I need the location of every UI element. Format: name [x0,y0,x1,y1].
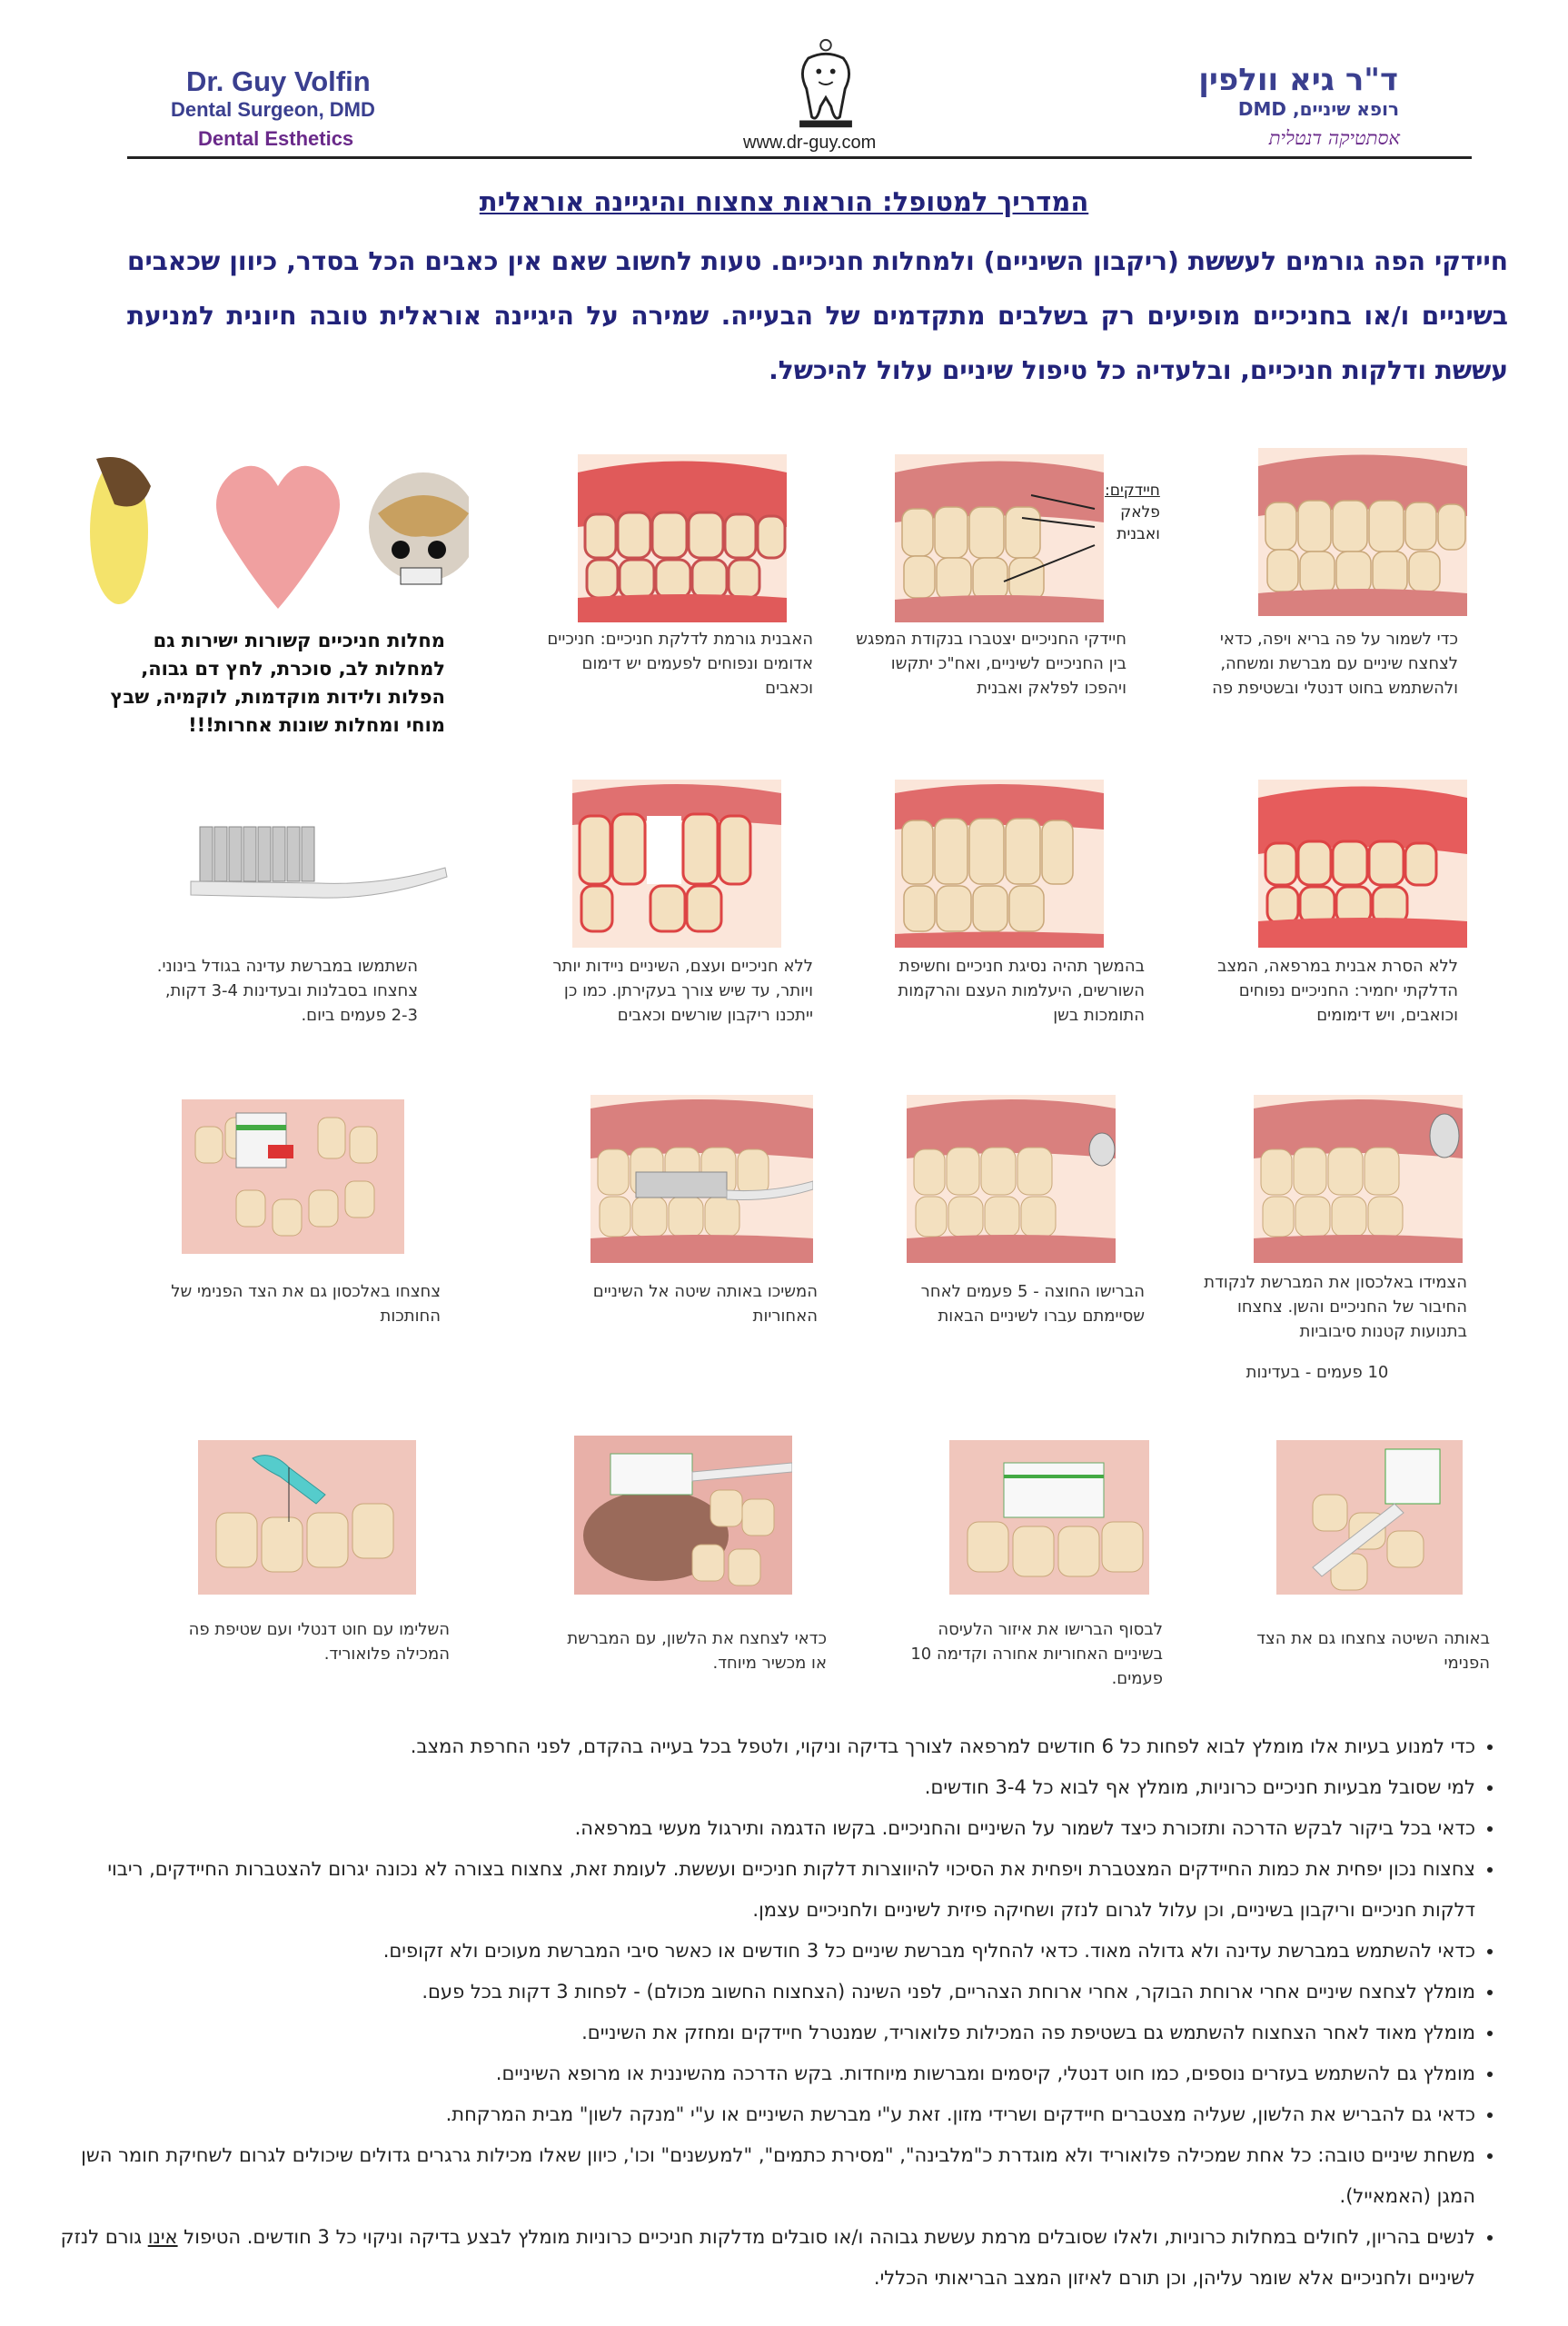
list-item [53,2217,1475,2299]
list-item: • מומלץ לצחצח שיניים אחרי ארוחת הבוקר, אחרי ארוחת הצהריים, לפני השינה (הצחצוח החשוב מכולם) - לפחות 3 דקות בכל פעם. [53,1972,1475,2013]
caption-r1-1: כדי לשמור על פה בריא ויפה, כדאי לצחצח שיניים עם מברשת ומשחה, ולהשתמש בחוט דנטלי ובשטיפת פה [1212,630,1458,698]
label-plaque: פלאק [1120,503,1160,522]
last-item-tail: גורם לנזק לשיניים ולחניכיים אלא שומר עליהן, וכן תורם לאיזון המצב הבריאותי הכללי. [60,2226,1475,2289]
last-item-underlined: אינו [147,2226,178,2248]
caption-r3-1-extra: 10 פעמים - בעדינות [1245,1363,1389,1382]
illustration-plaque [895,454,1104,622]
list-item: • כדאי להשתמש במברשת עדינה ולא גדולה מאוד. כדאי להחליף מברשת שיניים כל 3 חודשים או כאשר סיבי המברשת מעוכים ולא זקופים. [53,1931,1475,1972]
list-item: • כדאי גם להבריש את הלשון, שעליה מצטברים חיידקים ושרידי מזון. זאת ע"י מברשת השיניים או ע"י "מנקה לשון" מבית המרקחת. [53,2094,1475,2135]
illustration-toothbrush [182,800,454,909]
illustration-brush-sweep [907,1095,1116,1263]
illustration-brush-inner-side [1276,1440,1463,1595]
doctor-name-en: Dr. Guy Volfin [186,65,371,97]
caption-r2-4: השתמשו במברשת עדינה בגודל בינוני. צחצחו בסבלנות ובעדינות 3-4 דקות, 2-3 פעמים ביום. [156,957,418,1025]
header-divider [127,156,1472,159]
caption-r2-3: ללא חניכיים ועצם, השיניים ניידות יותר ויותר, עד שיש צורך בעקירתן. כמו כן ייתכנו ריקבון שורשים וכאבים [552,957,813,1025]
list-item: • צחצוח נכון יפחית את כמות החיידקים המצטברת ויפחית את הסיכוי להיווצרות דלקות חניכיים ועששת. לעומת זאת, צחצוח בצורה לא נכונה יגרום להצטברות החיידקים, ריבוי דלקות חניכיים וריקבון בשיניים, וכן עלול לגרום לנזק ושחיקה פיזית לשיניים ולחניכיים עצמן. [53,1849,1475,1931]
illustration-brush-angle [1254,1095,1463,1263]
caption-r1-2: חיידקי החניכיים יצטברו בנקודת המפגש בין החניכיים לשיניים, ואח"כ יתקשו ויהפכו לפלאק ואבנית [856,630,1126,698]
caption-r4-2: לבסוף הברישו את איזור הלעיסה בשיניים האחוריות אחורה וקדימה 10 פעמים. [910,1620,1163,1688]
caption-r2-2: בהמשך תהיה נסיגת חניכיים וחשיפת השורשים, היעלמות העצם והרקמות התומכות בשן [898,957,1145,1025]
label-calculus: ואבנית [1116,525,1160,543]
caption-r4-4: השלימו עם חוט דנטלי ועם שטיפת פה המכילה פלואוריד. [188,1620,450,1664]
doctor-title-he: רופא שיניים, DMD [1237,98,1399,120]
caption-r1-3: האבנית גורמת לדלקת חניכיים: חניכיים אדומים ונפוחים לפעמים יש דימום וכאבים [547,630,813,698]
illustration-brush-inner-incisors [182,1099,404,1254]
intro-paragraph: חיידקי הפה גורמים לעששת (ריקבון השיניים) ולמחלות חניכיים. טעות לחשוב שאם אין כאבים הכל בסדר, כיוון שכאבים בשיניים ו/או בחניכיים מופיעים רק בשלבים מתקדמים של הבעייה. שמירה על היגיינה אוראלית טובה חיונית למניעת עששת ודלקות חניכיים, ובלעדיה כל טיפול שיניים עלול להיכשל. [127,246,1508,385]
caption-r4-3: כדאי לצחצח את הלשון, עם המברשת או מכשיר מיוחד. [567,1629,827,1673]
tooth-logo-icon [781,36,870,133]
illustration-inflammation [1258,780,1467,948]
list-item: • מומלץ גם להשתמש בעזרים נוספים, כמו חוט דנטלי, קיסמים ומברשות מיוחדות. בקש הדרכה מהשיננית או מרופא השיניים. [53,2053,1475,2094]
page-title: המדריך למטופל: הוראות צחצוח והיגיינה אוראלית [479,186,1089,217]
caption-r4-1: באותה השיטה צחצחו גם את הצד הפנימי [1256,1629,1490,1673]
last-item-head: לנשים בהריון, לחולים במחלות כרוניות, ולאלו שסובלים מרמת עששת גבוהה ו/או סובלים מדלקות חניכיים כרוניות מומלץ לבצע בדיקה וניקוי כל 3 חודשים. הטיפול [184,2226,1475,2248]
doctor-title-en: Dental Surgeon, DMD [171,98,375,121]
illustration-tongue-cleaning [574,1436,792,1595]
illustration-dental-floss [198,1440,416,1595]
caption-r1-4: מחלות חניכיים קשורות ישירות גם למחלות לב, סוכרת, לחץ דם גבוה, הפלות ולידות מוקדמות, לוקמיה, שבץ מוחי ומחלות שונות אחרות!!! [110,630,445,736]
illustration-brush-back-teeth [590,1095,813,1263]
label-bacteria: חיידקים: [1105,482,1160,500]
esthetics-he: אסתטיקה דנטלית [1268,127,1400,149]
doctor-name-he: ד"ר גיא וולפין [1198,62,1398,98]
list-item: • משחת שיניים טובה: כל אחת שמכילה פלואוריד ולא מוגדרת כ"מלבינה", "מסירת כתמים", "למעשנים" וכו', כיוון שאלו מכילות גרגרים גדולים שיכולים לגרום לשחיקת חומר השן המגן (האמאייל). [53,2135,1475,2217]
esthetics-en: Dental Esthetics [198,127,354,150]
illustration-systemic-diseases [87,450,469,613]
caption-r2-1: ללא הסרת אבנית במרפאה, המצב הדלקתי יחמיר: החניכיים נפוחים וכואבים, ויש דימומים [1217,957,1458,1025]
illustration-tooth-loss [572,780,781,948]
list-item: • כדי למנוע בעיות אלו מומלץ לבוא לפחות כל 6 חודשים למרפאה לצורך בדיקה וניקוי, ולטפל בכל בעייה בהקדם, לפני החרפת המצב. [53,1726,1475,1767]
website-url[interactable]: www.dr-guy.com [743,133,877,153]
illustration-brush-chewing-surface [949,1440,1149,1595]
list-item: • למי שסובל מבעיות חניכיים כרוניות, מומלץ אף לבוא כל 3-4 חודשים. [53,1767,1475,1808]
caption-r3-4: צחצחו באלכסון גם את הצד הפנימי של החותכות [171,1282,441,1326]
list-item: • כדאי בכל ביקור לבקש הדרכה ותזכורת כיצד לשמור על השיניים והחניכיים. בקשו הדגמה ותירגול מעשי במרפאה. [53,1808,1475,1849]
caption-r3-1: הצמידו באלכסון את המברשת לנקודת החיבור של החניכיים והשן. צחצחו בתנועות קטנות סיבוביות [1204,1273,1467,1341]
illustration-gingivitis [578,454,787,622]
caption-r3-2: הברישו החוצה - 5 פעמים לאחר שסיימתם עברו לשיניים הבאות [920,1282,1145,1326]
illustration-recession [895,780,1104,948]
illustration-healthy-gums [1258,448,1467,616]
caption-r3-3: המשיכו באותה שיטה אל השיניים האחוריות [592,1282,818,1326]
list-item: • מומלץ מאוד לאחר הצחצוח להשתמש גם בשטיפת פה המכילות פלואוריד, שמנטרל חיידקים ומחזק את השיניים. [53,2013,1475,2053]
recommendations-list [53,1726,1506,2299]
